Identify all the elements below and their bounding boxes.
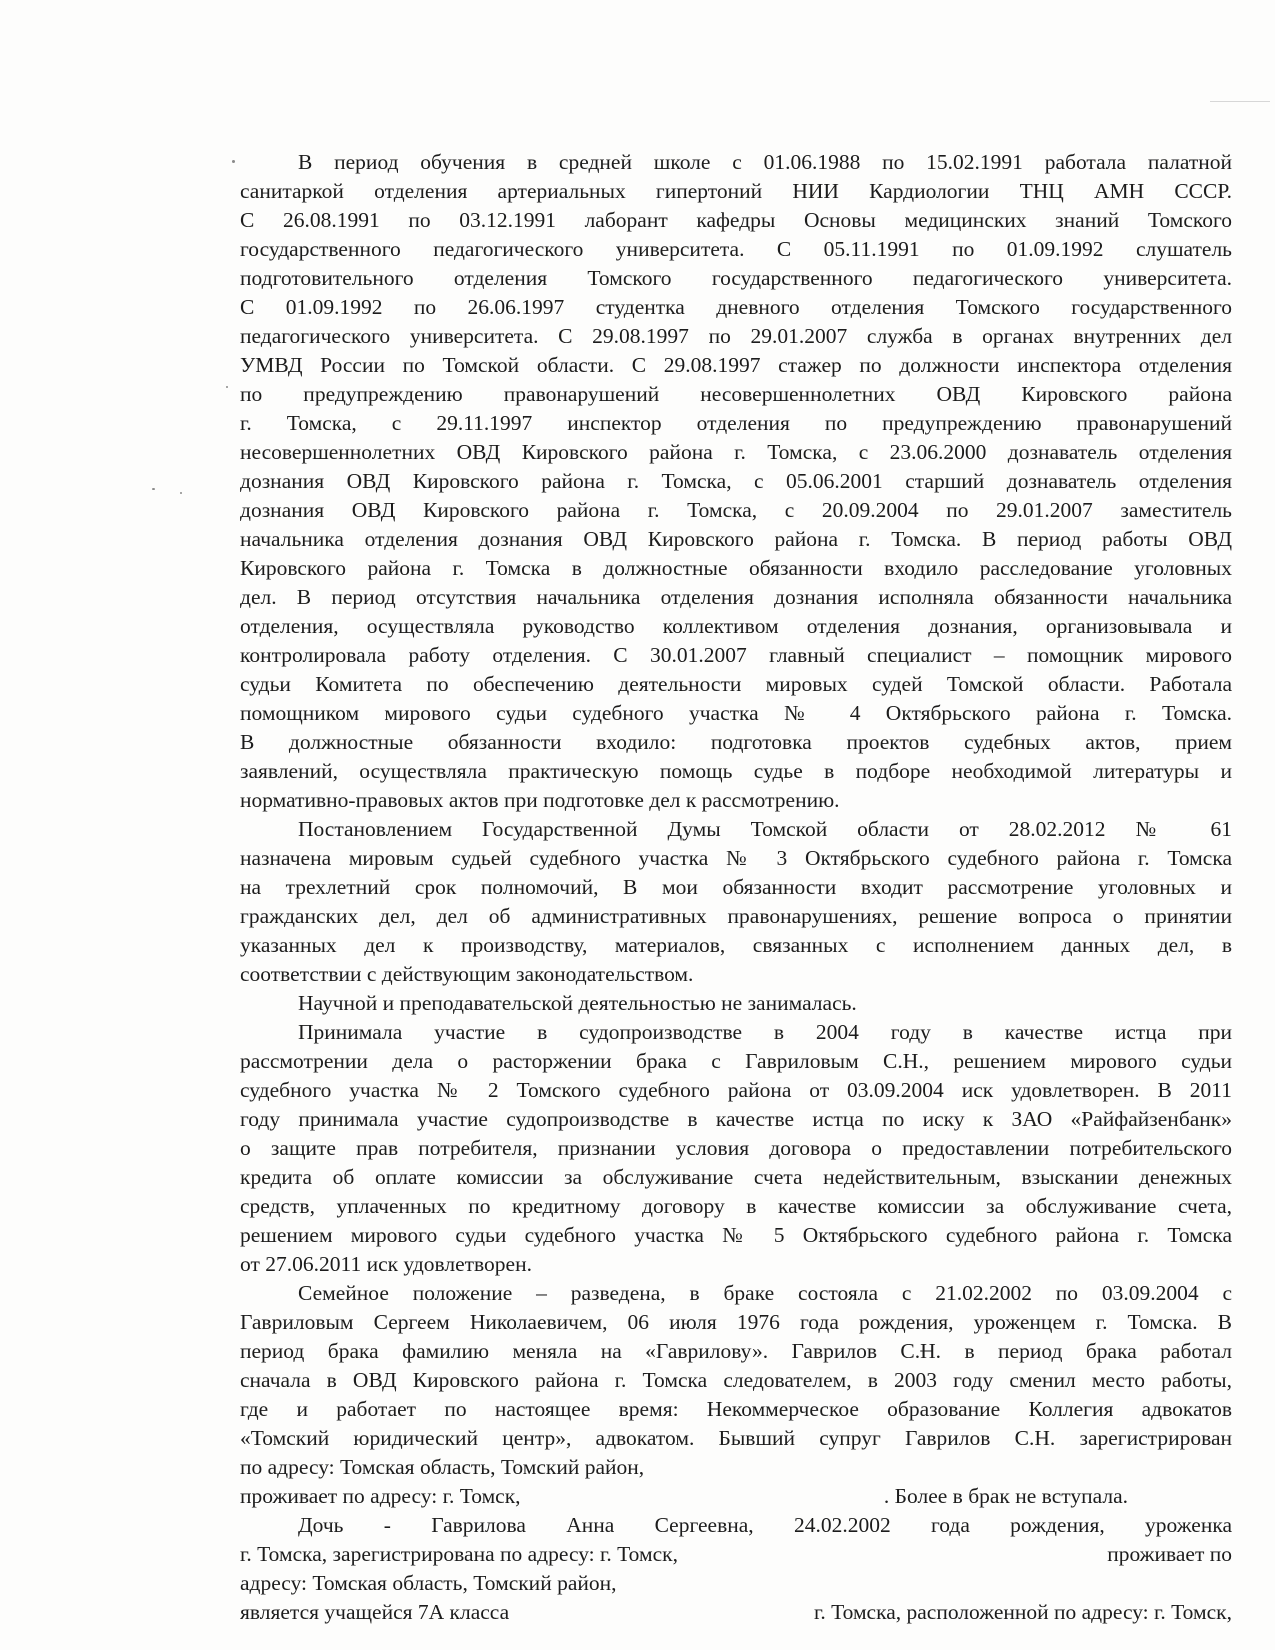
text-line: Научной и преподавательской деятельностью не занималась. (298, 991, 857, 1015)
text-line: Постановлением Государственной Думы Томской области от 28.02.2012 № 61 (298, 817, 1232, 841)
text-line: кредита об оплате комиссии за обслуживание счета недействительным, взыскании денежных (240, 1165, 1232, 1189)
text-line: Гавриловым Сергеем Николаевичем, 06 июля 1976 года рождения, уроженцем г. Томска. В (240, 1310, 1232, 1334)
text-line: соответствии с действующим законодательством. (240, 962, 694, 986)
text-line: от 27.06.2011 иск удовлетворен. (240, 1252, 532, 1276)
text-line: государственного педагогического университета. С 05.11.1991 по 01.09.1992 слушатель (240, 237, 1232, 261)
text-line: помощником мирового судьи судебного участка № 4 Октябрьского района г. Томска. (240, 701, 1232, 725)
text-line-right: г. Томска, расположенной по адресу: г. Томск, (813, 1600, 1232, 1624)
text-line-left: проживает по адресу: г. Томск, (240, 1484, 521, 1508)
text-line: средств, уплаченных по кредитному договору в качестве комиссии за обслуживание счета, (240, 1194, 1232, 1218)
text-line: Семейное положение – разведена, в браке состояла с 21.02.2002 по 03.09.2004 с (298, 1281, 1232, 1305)
paragraph-family-status (240, 1279, 1232, 1511)
text-line: на трехлетний срок полномочий, В мои обязанности входит рассмотрение уголовных и (240, 875, 1232, 899)
text-line-redacted (240, 1540, 1232, 1569)
paragraph-scientific-activity (240, 989, 1232, 1018)
paragraph-appointment (240, 815, 1232, 989)
text-line: Кировского района г. Томска в должностные обязанности входило расследование уголовных (240, 556, 1232, 580)
text-line: рассмотрении дела о расторжении брака с Гавриловым С.Н., решением мирового судьи (240, 1049, 1232, 1073)
text-line: нормативно-правовых актов при подготовке дел к рассмотрению. (240, 788, 840, 812)
text-line: санитаркой отделения артериальных гипертоний НИИ Кардиологии ТНЦ АМН СССР. (240, 179, 1232, 203)
text-line: В должностные обязанности входило: подготовка проектов судебных актов, прием (240, 730, 1232, 754)
text-line: судебного участка № 2 Томского судебного района от 03.09.2004 иск удовлетворен. В 2011 (240, 1078, 1232, 1102)
text-line: период брака фамилию меняла на «Гаврилову». Гаврилов С.Н. в период брака работал (240, 1339, 1232, 1363)
text-line: Принимала участие в судопроизводстве в 2004 году в качестве истца при (298, 1020, 1232, 1044)
document-body (240, 148, 1232, 1627)
text-line: где и работает по настоящее время: Некоммерческое образование Коллегия адвокатов (240, 1397, 1232, 1421)
paragraph-litigation (240, 1018, 1232, 1279)
paragraph-work-history (240, 148, 1232, 815)
text-line: указанных дел к производству, материалов, связанных с исполнением данных дел, в (240, 933, 1232, 957)
text-line: контролировала работу отделения. С 30.01.2007 главный специалист – помощник мирового (240, 643, 1232, 667)
text-line: УМВД России по Томской области. С 29.08.1997 стажер по должности инспектора отделения (240, 353, 1232, 377)
text-line: о защите прав потребителя, признании условия договора о предоставлении потребительского (240, 1136, 1232, 1160)
paragraph-daughter (240, 1511, 1232, 1627)
text-line: «Томский юридический центр», адвокатом. Бывший супруг Гаврилов С.Н. зарегистрирован (240, 1426, 1232, 1450)
text-line: адресу: Томская область, Томский район, (240, 1571, 617, 1595)
text-line: педагогического университета. С 29.08.1997 по 29.01.2007 служба в органах внутренних дел (240, 324, 1232, 348)
text-line: дел. В период отсутствия начальника отделения дознания исполняла обязанности начальника (240, 585, 1232, 609)
scan-speck (226, 386, 228, 388)
text-line: подготовительного отделения Томского государственного педагогического университета. (240, 266, 1232, 290)
text-line: В период обучения в средней школе с 01.06.1988 по 15.02.1991 работала палатной (298, 150, 1232, 174)
scan-speck (232, 160, 235, 163)
text-line-redacted (240, 1482, 1232, 1511)
text-line: дознания ОВД Кировского района г. Томска, с 20.09.2004 по 29.01.2007 заместитель (240, 498, 1232, 522)
text-line: гражданских дел, дел об административных правонарушениях, решение вопроса о принятии (240, 904, 1232, 928)
text-line: Дочь - Гаврилова Анна Сергеевна, 24.02.2002 года рождения, уроженка (298, 1513, 1232, 1537)
text-line: по адресу: Томская область, Томский район, (240, 1455, 645, 1479)
text-line: судьи Комитета по обеспечению деятельности мировых судей Томской области. Работала (240, 672, 1232, 696)
text-line: г. Томска, с 29.11.1997 инспектор отделения по предупреждению правонарушений (240, 411, 1232, 435)
text-line: назначена мировым судьей судебного участка № 3 Октябрьского судебного района г. Томска (240, 846, 1232, 870)
scan-edge-mark (1210, 101, 1270, 102)
text-line-left: является учащейся 7А класса (240, 1600, 510, 1624)
text-line-right: . Более в брак не вступала. (883, 1484, 1128, 1508)
text-line: году принимала участие судопроизводстве в качестве истца по иску к ЗАО «Райфайзенбанк» (240, 1107, 1232, 1131)
text-line: несовершеннолетних ОВД Кировского района г. Томска, с 23.06.2000 дознаватель отделения (240, 440, 1232, 464)
text-line-left: г. Томска, зарегистрирована по адресу: г. Томск, (240, 1542, 678, 1566)
text-line: начальника отделения дознания ОВД Кировского района г. Томска. В период работы ОВД (240, 527, 1232, 551)
text-line: заявлений, осуществляла практическую помощь судье в подборе необходимой литературы и (240, 759, 1232, 783)
text-line: С 26.08.1991 по 03.12.1991 лаборант кафедры Основы медицинских знаний Томского (240, 208, 1232, 232)
scan-speck (180, 492, 182, 494)
text-line: дознания ОВД Кировского района г. Томска, с 05.06.2001 старший дознаватель отделения (240, 469, 1232, 493)
text-line: решением мирового судьи судебного участка № 5 Октябрьского судебного района г. Томска (240, 1223, 1232, 1247)
text-line: отделения, осуществляла руководство коллективом отделения дознания, организовывала и (240, 614, 1232, 638)
text-line: сначала в ОВД Кировского района г. Томска следователем, в 2003 году сменил место работы, (240, 1368, 1232, 1392)
text-line: С 01.09.1992 по 26.06.1997 студентка дневного отделения Томского государственного (240, 295, 1232, 319)
scan-speck (152, 488, 155, 490)
text-line-redacted (240, 1598, 1232, 1627)
text-line: по предупреждению правонарушений несовершеннолетних ОВД Кировского района (240, 382, 1232, 406)
text-line-right: проживает по (1107, 1542, 1232, 1566)
